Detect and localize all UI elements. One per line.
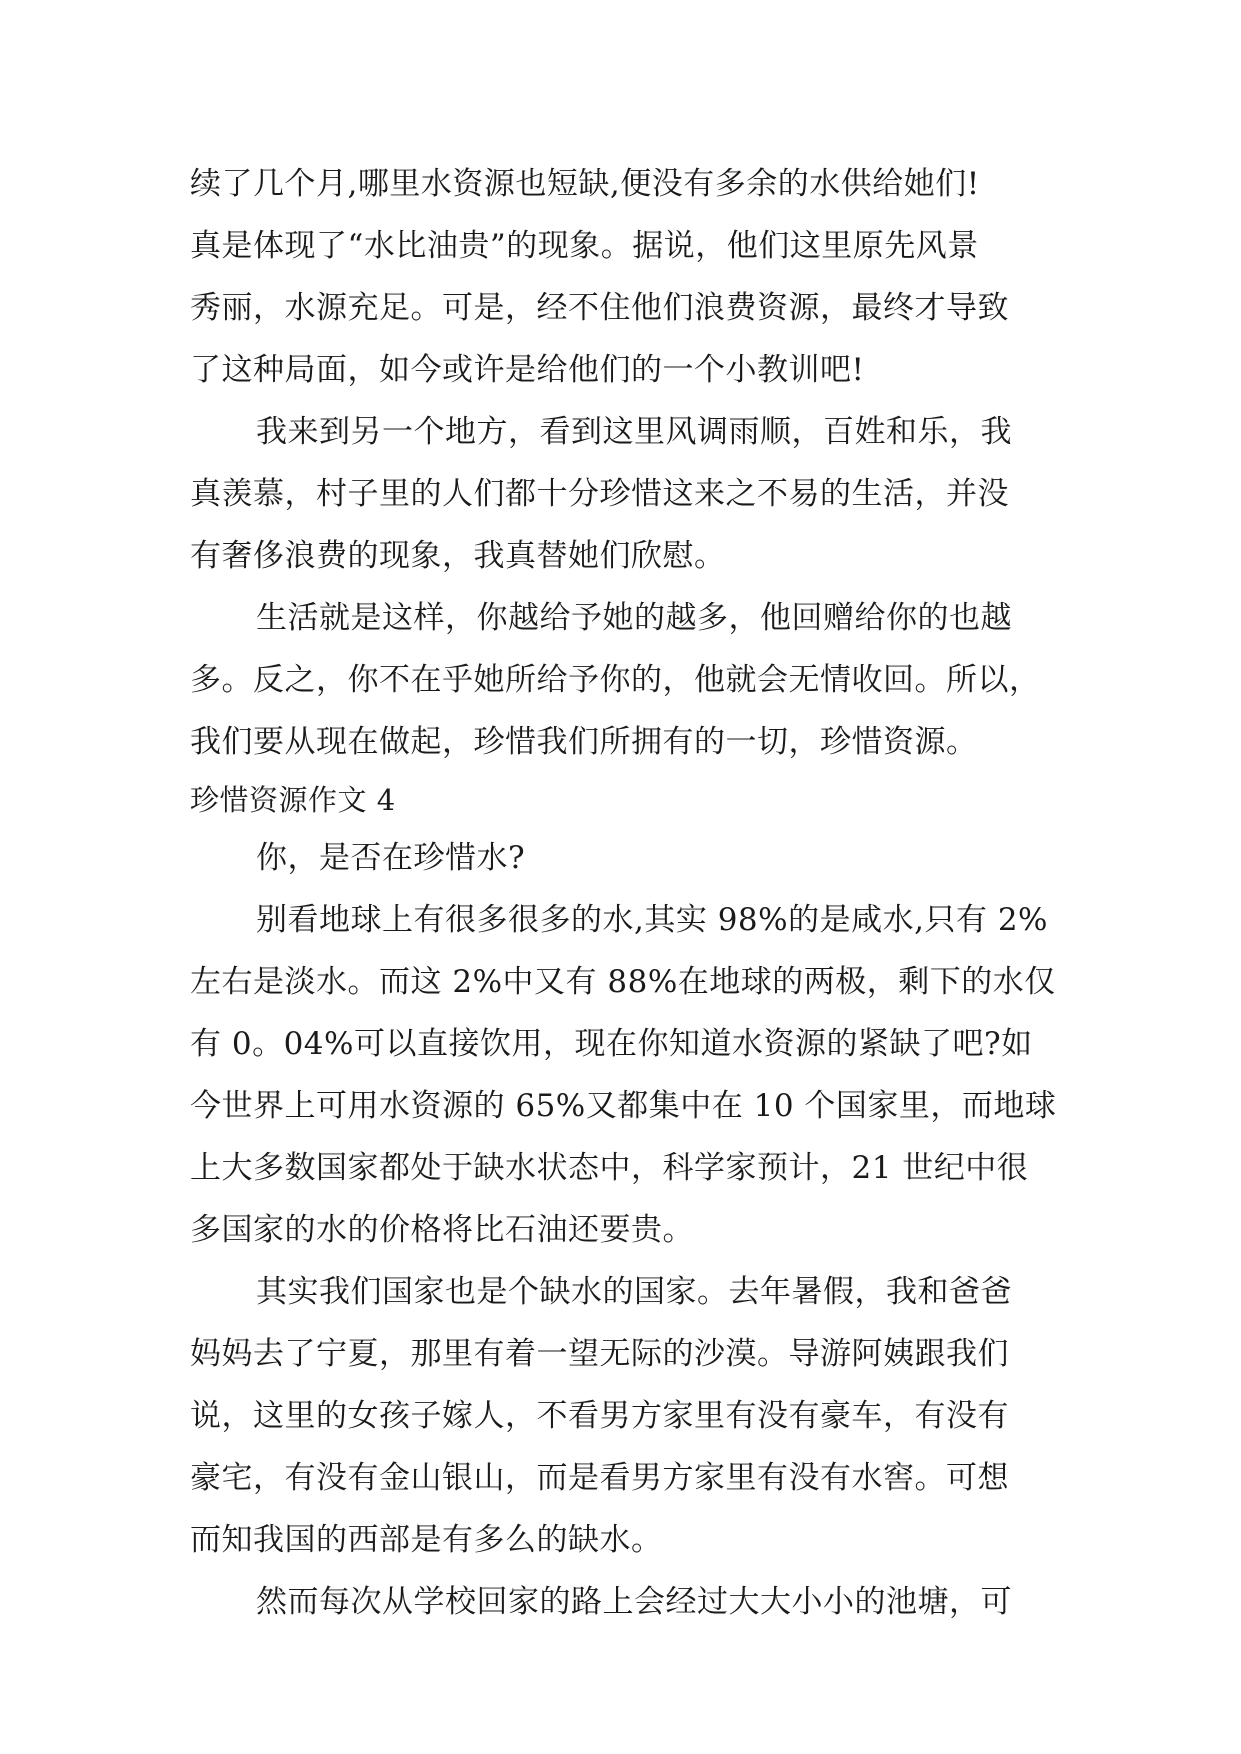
paragraph-line: 上大多数国家都处于缺水状态中，科学家预计，21 世纪中很 bbox=[190, 1150, 1029, 1186]
paragraph-line: 说，这里的女孩子嫁人，不看男方家里有没有豪车，有没有 bbox=[190, 1398, 1009, 1434]
paragraph-line: 左右是淡水。而这 2%中又有 88%在地球的两极，剩下的水仅 bbox=[190, 964, 1056, 1000]
paragraph-line: 今世界上可用水资源的 65%又都集中在 10 个国家里，而地球 bbox=[190, 1088, 1057, 1124]
paragraph-line: 续了几个月,哪里水资源也短缺,便没有多余的水供给她们! bbox=[190, 166, 980, 202]
paragraph-line: 生活就是这样，你越给予她的越多，他回赠给你的也越 bbox=[256, 600, 1012, 636]
paragraph-line: 别看地球上有很多很多的水,其实 98%的是咸水,只有 2% bbox=[256, 902, 1048, 938]
paragraph-line: 妈妈去了宁夏，那里有着一望无际的沙漠。导游阿姨跟我们 bbox=[190, 1336, 1009, 1372]
paragraph-line: 我们要从现在做起，珍惜我们所拥有的一切，珍惜资源。 bbox=[190, 724, 978, 760]
paragraph-line: 多。反之，你不在乎她所给予你的，他就会无情收回。所以， bbox=[190, 662, 1041, 698]
paragraph-line: 有 0。04%可以直接饮用，现在你知道水资源的紧缺了吧?如 bbox=[190, 1026, 1033, 1062]
paragraph-line: 豪宅，有没有金山银山，而是看男方家里有没有水窖。可想 bbox=[190, 1460, 1009, 1496]
paragraph-line: 了这种局面，如今或许是给他们的一个小教训吧! bbox=[190, 352, 865, 388]
paragraph-line: 其实我们国家也是个缺水的国家。去年暑假，我和爸爸 bbox=[256, 1274, 1012, 1310]
paragraph-line: 秀丽，水源充足。可是，经不住他们浪费资源，最终才导致 bbox=[190, 290, 1009, 326]
paragraph-line: 多国家的水的价格将比石油还要贵。 bbox=[190, 1212, 694, 1248]
paragraph-line: 有奢侈浪费的现象，我真替她们欣慰。 bbox=[190, 538, 726, 574]
paragraph-line: 而知我国的西部是有多么的缺水。 bbox=[190, 1522, 663, 1558]
section-heading: 珍惜资源作文 4 bbox=[190, 783, 396, 817]
paragraph-line: 然而每次从学校回家的路上会经过大大小小的池塘，可 bbox=[256, 1584, 1012, 1620]
paragraph-line: 你，是否在珍惜水? bbox=[256, 840, 526, 876]
paragraph-line: 我来到另一个地方，看到这里风调雨顺，百姓和乐，我 bbox=[256, 414, 1012, 450]
paragraph-line: 真是体现了“水比油贵”的现象。据说，他们这里原先风景 bbox=[190, 228, 979, 264]
paragraph-line: 真羡慕，村子里的人们都十分珍惜这来之不易的生活，并没 bbox=[190, 476, 1009, 512]
